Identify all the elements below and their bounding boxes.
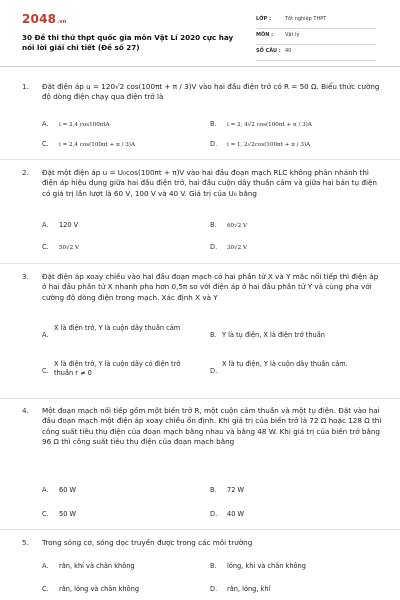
option-text: rắn, lỏng và chân không [59, 585, 140, 593]
option-label: A. [42, 221, 49, 229]
question-text: Đặt một điện áp u = U₀cos(100πt + π)V vào hai đầu đoạn mạch RLC không phân nhánh thì điện áp hiệu dụng giữa hai đầu điện trở, hai đầu cuộn dây thuần cảm và giữa hai bản tụ điện có giá trị lần lượt là 60 V, 100 V và 40 V. Giá trị của U₀ bằng [42, 168, 377, 198]
question-number: 5. [22, 538, 29, 547]
option-c[interactable] [42, 140, 135, 150]
option-label: B. [210, 221, 217, 229]
option-label: B. [210, 120, 217, 128]
option-label: C. [42, 367, 49, 375]
option-d[interactable] [210, 510, 244, 520]
exam-title: 30 Đề thi thử thpt quốc gia môn Vật Lí 2020 cực hay nói lời giải chi tiết (Đề số 27) [22, 33, 234, 52]
option-text: i = 2, 4√2 cos(100πt + π / 3)A [227, 122, 312, 128]
meta-value: Tốt nghiệp THPT [285, 16, 327, 22]
exam-meta [256, 14, 376, 62]
question-number: 4. [22, 406, 29, 415]
option-d[interactable] [210, 585, 270, 595]
option-text: Y là tụ điện, X là điện trở thuần [222, 331, 325, 339]
question-text: Trong sóng cơ, sóng dọc truyền được trong các môi trường [42, 538, 253, 547]
option-b[interactable] [210, 486, 244, 496]
option-d[interactable] [210, 243, 247, 253]
option-b[interactable] [210, 562, 306, 572]
header-divider [0, 66, 400, 67]
option-text: X là tụ điện, Y là cuộn dây thuần cảm. [222, 360, 348, 368]
option-label: B. [210, 331, 217, 339]
meta-key: LỚP : [256, 16, 271, 22]
option-label: C. [42, 243, 49, 251]
option-text: i = 2,4 cos(100πt + π / 3)A [59, 142, 136, 148]
meta-key: SỐ CÂU : [256, 48, 281, 54]
option-label: B. [210, 562, 217, 570]
option-text: 72 W [227, 486, 245, 494]
meta-value: Vật lý [285, 32, 300, 38]
option-c[interactable] [42, 243, 79, 253]
option-d[interactable] [210, 140, 310, 150]
option-text: i = 2,4 cos100πtA [59, 122, 110, 128]
option-text: 50 W [59, 510, 77, 518]
question-number: 3. [22, 272, 29, 281]
site-logo[interactable] [22, 11, 67, 28]
logo-suffix: .vn [57, 19, 67, 25]
option-text: X là điện trở, Y là cuộn dây có điện trở thuần r ≠ 0 [54, 360, 181, 377]
option-label: C. [42, 140, 49, 148]
option-c[interactable] [42, 510, 76, 520]
option-a[interactable] [42, 120, 110, 130]
meta-row-subject [256, 30, 376, 45]
option-label: B. [210, 486, 217, 494]
question-divider [0, 159, 400, 160]
meta-row-class [256, 14, 376, 29]
option-label: D. [210, 140, 218, 148]
option-c[interactable] [42, 585, 139, 595]
option-a[interactable] [42, 562, 135, 572]
option-label: C. [42, 510, 49, 518]
option-text: 30√2 V [227, 245, 248, 251]
logo-text: 2048 [22, 12, 57, 26]
option-label: C. [42, 585, 49, 593]
question-number: 1. [22, 82, 29, 91]
option-text: 60√2 V [227, 223, 248, 229]
option-text: 60 W [59, 486, 77, 494]
option-label: A. [42, 120, 49, 128]
option-text: X là điện trở, Y là cuộn dây thuần cảm [54, 324, 181, 332]
option-text: rắn, khí và chân không [59, 562, 135, 570]
option-label: D. [210, 510, 218, 518]
option-a[interactable] [42, 486, 76, 496]
question-text: Một đoạn mạch nối tiếp gồm một biến trở R, một cuộn cảm thuần và một tụ điện. Đặt vào hai đầu đoạn mạch một điện áp xoay chiều ổn định. Khi giá trị của biến trở là 72 Ω hoặc 128 Ω thì công suất tiêu thụ điện của đoạn mạch bằng nhau và bằng 48 W. Khi giá trị của biến trở bằng 96 Ω thì công suất tiêu thụ điện của đoạn mạch bằng [42, 406, 382, 447]
option-label: D. [210, 243, 218, 251]
option-text: lỏng, khí và chân không [227, 562, 306, 570]
option-b[interactable] [210, 221, 247, 231]
question-divider [0, 263, 400, 264]
option-label: A. [42, 486, 49, 494]
question-text: Đặt điện áp u = 120√2 cos(100πt + π / 3)V vào hai đầu điện trở có R = 50 Ω. Biểu thức cường độ dòng điện chạy qua điện trở là [42, 82, 380, 102]
question-divider [0, 398, 400, 399]
option-text: 50√2 V [59, 245, 80, 251]
meta-value: 40 [285, 48, 292, 54]
option-text: i = 1, 2√2cos(100πt + π / 3)A [227, 142, 311, 148]
option-text: rắn, lỏng, khí [227, 585, 271, 593]
meta-key: MÔN : [256, 32, 274, 38]
option-text: 120 V [59, 221, 79, 229]
option-a[interactable] [42, 221, 78, 231]
option-label: D. [210, 367, 218, 375]
question-number: 2. [22, 168, 29, 177]
exam-header [0, 0, 400, 66]
option-label: A. [42, 562, 49, 570]
question-divider [0, 529, 400, 530]
option-label: A. [42, 331, 49, 339]
option-b[interactable] [210, 120, 312, 130]
meta-row-count [256, 46, 376, 61]
option-label: D. [210, 585, 218, 593]
question-text: Đặt điện áp xoay chiều vào hai đầu đoạn mạch có hai phần tử X và Y mắc nối tiếp thì điện áp ở hai đầu phần tử X nhanh pha hơn 0,5π so với điện áp ở hai đầu phần tử Y và cùng pha với cường độ dòng điện trong mạch. Xác định X và Y [42, 272, 379, 302]
option-text: 40 W [227, 510, 245, 518]
